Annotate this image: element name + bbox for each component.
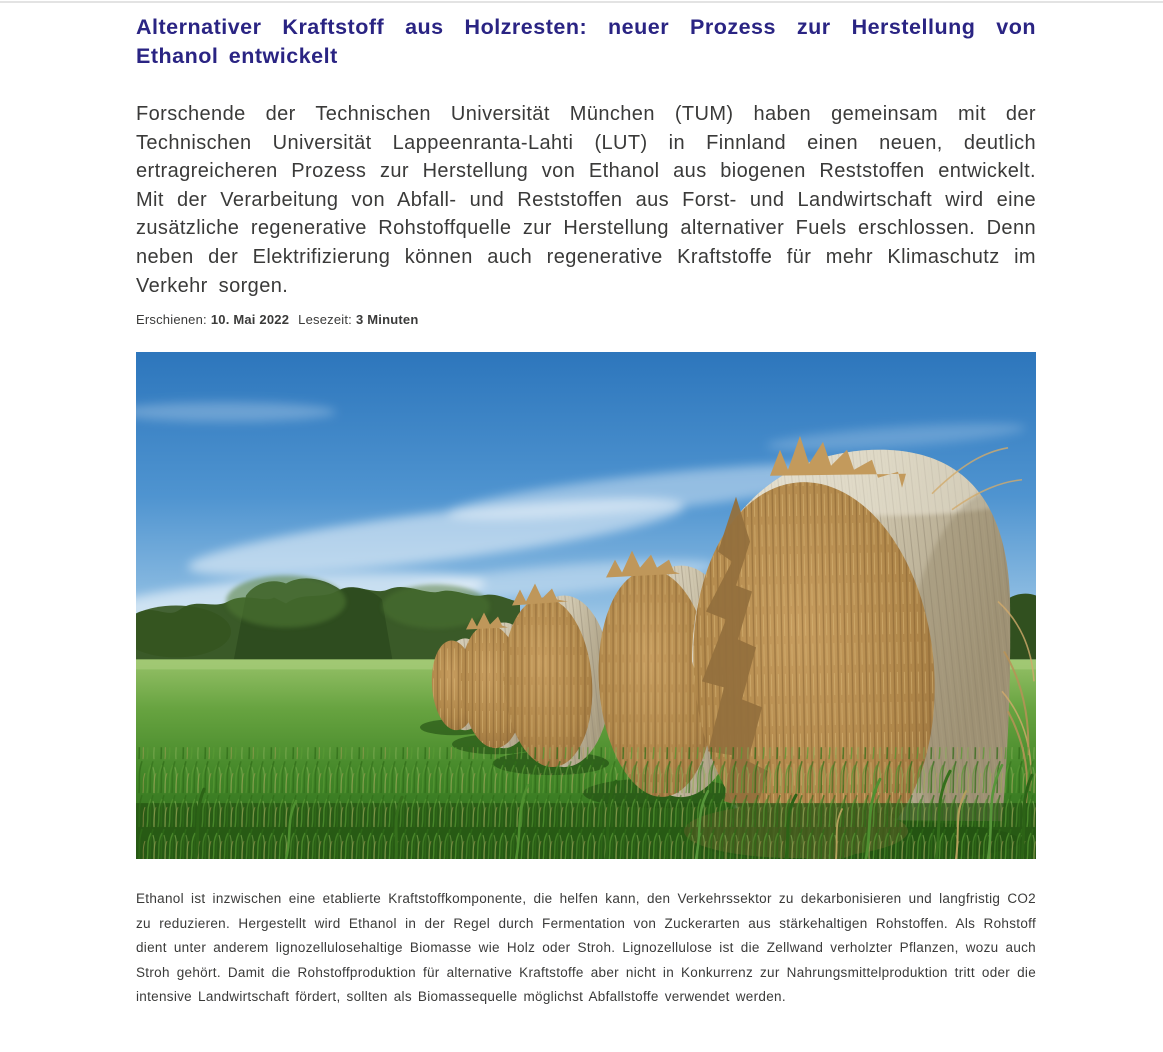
published-date: 10. Mai 2022 <box>210 312 290 328</box>
readtime-value: 3 Minuten <box>356 312 419 328</box>
article-title: Alternativer Kraftstoff aus Holzresten: neuer Prozess zur Herstellung von Ethanol entwickelt <box>136 15 1036 68</box>
article-meta <box>136 311 1036 328</box>
hay-bales-photo <box>136 352 1036 859</box>
article-body: Ethanol ist inzwischen eine etablierte Kraftstoffkomponente, die helfen kann, den Verkehrssektor zu dekarbonisieren und langfristig CO2 zu reduzieren. Hergestellt wird Ethanol in der Regel durch Fermentation von Zuckerarten aus stärkehaltigen Rohstoffen. Als Rohstoff dient unter anderem lignozellulosehaltige Biomasse wie Holz oder Stroh. Lignozellulose ist die Zellwand verholzter Pflanzen, wozu auch Stroh gehört. Damit die Rohstoffproduktion für alternative Kraftstoffe aber nicht in Konkurrenz zur Nahrungsmittelproduktion tritt oder die intensive Landwirtschaft fördert, sollten als Biomassequelle möglichst Abfallstoffe verwendet werden. <box>136 891 1036 1005</box>
foreground-grass <box>136 747 1036 859</box>
article-hero-image <box>136 352 1036 859</box>
news-article <box>136 0 1036 1052</box>
published-label: Erschienen: <box>136 312 207 328</box>
article-lead: Forschende der Technischen Universität München (TUM) haben gemeinsam mit der Technischen Universität Lappeenranta-Lahti (LUT) in Finnland einen neuen, deutlich ertragreicheren Prozess zur Herstellung von Ethanol aus biogenen Reststoffen entwickelt. Mit der Verarbeitung von Abfall- und Reststoffen aus Forst- und Landwirtschaft wird eine zusätzliche regenerative Rohstoffquelle zur Herstellung alternativer Fuels erschlossen. Denn neben der Elektrifizierung können auch regenerative Kraftstoffe für mehr Klimaschutz im Verkehr sorgen. <box>136 103 1036 297</box>
readtime-label: Lesezeit: <box>298 312 352 328</box>
